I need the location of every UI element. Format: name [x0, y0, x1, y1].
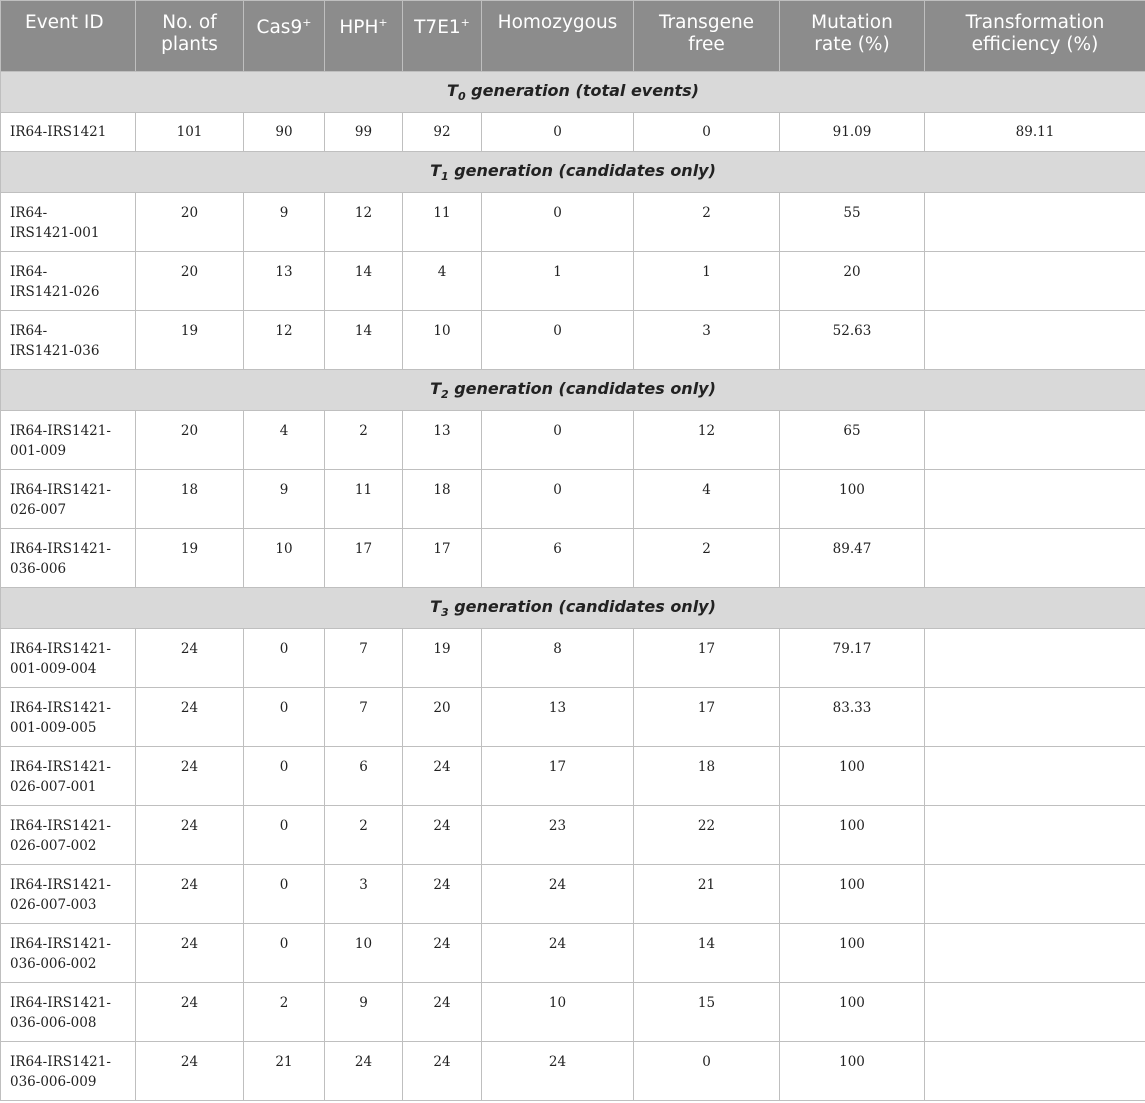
event-id-cell [1, 252, 136, 311]
t7e1-cell: 13 [403, 411, 482, 470]
table-row [1, 865, 1145, 924]
hph-cell: 10 [325, 924, 403, 983]
event-id-cell [1, 529, 136, 588]
event-id-cell [1, 1042, 136, 1101]
event-id-cell [1, 311, 136, 370]
transformation-efficiency-cell [925, 983, 1145, 1042]
cas9-cell: 10 [244, 529, 325, 588]
event-id-text-line2: IRS1421-036 [10, 343, 100, 359]
transformation-efficiency-cell [925, 924, 1145, 983]
transformation-efficiency-cell [925, 252, 1145, 311]
header-superscript: + [460, 16, 470, 29]
event-id-text: IR64-IRS1421- [10, 995, 111, 1011]
section-title [1, 370, 1145, 411]
event-id-cell [1, 688, 136, 747]
transgene-free-cell: 2 [634, 529, 780, 588]
plants-cell: 101 [136, 113, 244, 152]
event-id-text: IR64- [10, 205, 48, 221]
hph-cell: 14 [325, 311, 403, 370]
event-id-text-line2: 026-007-002 [10, 838, 97, 854]
header-event-id [1, 1, 136, 72]
table-header [1, 1, 1145, 72]
transgene-free-cell: 17 [634, 629, 780, 688]
t7e1-cell: 24 [403, 865, 482, 924]
homozygous-cell: 8 [482, 629, 634, 688]
cas9-cell: 4 [244, 411, 325, 470]
transgene-free-cell: 18 [634, 747, 780, 806]
section-header-row [1, 72, 1145, 113]
homozygous-cell: 0 [482, 311, 634, 370]
t7e1-cell: 11 [403, 193, 482, 252]
header-row [1, 1, 1145, 72]
event-id-text: IR64-IRS1421- [10, 423, 111, 439]
mutation-rate-cell: 83.33 [780, 688, 925, 747]
event-id-text: IR64- [10, 323, 48, 339]
t7e1-cell: 19 [403, 629, 482, 688]
homozygous-cell: 0 [482, 193, 634, 252]
header-transgene-free [634, 1, 780, 72]
mutation-rate-cell: 79.17 [780, 629, 925, 688]
section-title-subscript: 3 [441, 606, 449, 620]
transformation-efficiency-cell [925, 688, 1145, 747]
transgene-free-cell: 3 [634, 311, 780, 370]
table-body [1, 72, 1145, 1101]
cas9-cell: 0 [244, 806, 325, 865]
event-id-cell [1, 470, 136, 529]
hph-cell: 9 [325, 983, 403, 1042]
event-id-text-line2: IRS1421-026 [10, 284, 100, 300]
hph-cell: 17 [325, 529, 403, 588]
plants-cell: 24 [136, 688, 244, 747]
plants-cell: 24 [136, 924, 244, 983]
plants-cell: 24 [136, 629, 244, 688]
table-row [1, 688, 1145, 747]
t7e1-cell: 18 [403, 470, 482, 529]
cas9-cell: 90 [244, 113, 325, 152]
header-label: Event ID [25, 12, 104, 33]
event-id-text-line2: 036-006-008 [10, 1015, 97, 1031]
event-id-cell [1, 983, 136, 1042]
section-title [1, 152, 1145, 193]
hph-cell: 7 [325, 688, 403, 747]
plants-cell: 24 [136, 747, 244, 806]
header-label-line2: free [688, 34, 725, 55]
event-id-text-line2: 036-006-002 [10, 956, 97, 972]
header-superscript: + [302, 16, 312, 29]
plants-cell: 24 [136, 865, 244, 924]
header-hph [325, 1, 403, 72]
mutation-rate-cell: 100 [780, 924, 925, 983]
table-row [1, 311, 1145, 370]
event-id-text-line2: 026-007 [10, 502, 67, 518]
mutation-rate-cell: 91.09 [780, 113, 925, 152]
t7e1-cell: 10 [403, 311, 482, 370]
cas9-cell: 0 [244, 629, 325, 688]
hph-cell: 3 [325, 865, 403, 924]
cas9-cell: 9 [244, 470, 325, 529]
table-row [1, 252, 1145, 311]
homozygous-cell: 24 [482, 865, 634, 924]
cas9-cell: 13 [244, 252, 325, 311]
transformation-efficiency-cell [925, 311, 1145, 370]
event-id-text: IR64-IRS1421- [10, 700, 111, 716]
header-label-line2: efficiency (%) [971, 34, 1099, 55]
section-title [1, 588, 1145, 629]
header-no-of-plants [136, 1, 244, 72]
header-label: No. of [162, 12, 217, 33]
header-label: HPH [339, 17, 379, 39]
table-row [1, 806, 1145, 865]
cas9-cell: 0 [244, 747, 325, 806]
plants-cell: 19 [136, 311, 244, 370]
t7e1-cell: 92 [403, 113, 482, 152]
header-label-line2: plants [161, 34, 218, 55]
plants-cell: 24 [136, 806, 244, 865]
event-id-text-line2: 026-007-003 [10, 897, 97, 913]
plants-cell: 24 [136, 983, 244, 1042]
section-title-text: generation (candidates only) [448, 160, 716, 180]
transgene-free-cell: 15 [634, 983, 780, 1042]
transformation-efficiency-cell [925, 529, 1145, 588]
section-title-text: generation (candidates only) [448, 596, 716, 616]
homozygous-cell: 0 [482, 113, 634, 152]
hph-cell: 2 [325, 411, 403, 470]
transformation-efficiency-cell [925, 411, 1145, 470]
table-row [1, 629, 1145, 688]
header-label-line2: rate (%) [814, 34, 890, 55]
table-row [1, 1042, 1145, 1101]
t7e1-cell: 4 [403, 252, 482, 311]
hph-cell: 2 [325, 806, 403, 865]
event-id-text-line2: 036-006-009 [10, 1074, 97, 1090]
event-id-cell [1, 113, 136, 152]
section-header-row [1, 370, 1145, 411]
homozygous-cell: 23 [482, 806, 634, 865]
transformation-efficiency-cell: 89.11 [925, 113, 1145, 152]
transgene-free-cell: 22 [634, 806, 780, 865]
hph-cell: 11 [325, 470, 403, 529]
header-cas9 [244, 1, 325, 72]
cas9-cell: 0 [244, 688, 325, 747]
section-title-letter: T [430, 160, 441, 180]
t7e1-cell: 24 [403, 983, 482, 1042]
event-id-text: IR64-IRS1421- [10, 541, 111, 557]
header-transformation-efficiency [925, 1, 1145, 72]
section-title-subscript: 2 [441, 388, 449, 402]
section-title-letter: T [430, 378, 441, 398]
table-row [1, 470, 1145, 529]
section-title-text: generation (candidates only) [448, 378, 716, 398]
event-id-text: IR64-IRS1421- [10, 482, 111, 498]
mutation-rate-cell: 100 [780, 1042, 925, 1101]
section-title-letter: T [447, 80, 458, 100]
event-id-text: IR64-IRS1421- [10, 936, 111, 952]
hph-cell: 14 [325, 252, 403, 311]
mutation-rate-cell: 100 [780, 865, 925, 924]
table-row [1, 983, 1145, 1042]
section-title-subscript: 1 [441, 170, 449, 184]
hph-cell: 12 [325, 193, 403, 252]
event-id-text: IR64- [10, 264, 48, 280]
header-label: T7E1 [414, 17, 461, 39]
plants-cell: 20 [136, 193, 244, 252]
cas9-cell: 21 [244, 1042, 325, 1101]
section-header-row [1, 152, 1145, 193]
header-label: Cas9 [256, 17, 303, 39]
t7e1-cell: 24 [403, 747, 482, 806]
event-id-cell [1, 411, 136, 470]
hph-cell: 99 [325, 113, 403, 152]
event-id-text-line2: 036-006 [10, 561, 67, 577]
homozygous-cell: 1 [482, 252, 634, 311]
transformation-efficiency-cell [925, 470, 1145, 529]
plants-cell: 20 [136, 411, 244, 470]
event-id-text-line2: IRS1421-001 [10, 225, 100, 241]
event-id-cell [1, 865, 136, 924]
event-id-cell [1, 747, 136, 806]
transgene-free-cell: 21 [634, 865, 780, 924]
event-id-text: IR64-IRS1421 [10, 124, 107, 140]
t7e1-cell: 24 [403, 924, 482, 983]
table-row [1, 529, 1145, 588]
transgene-free-cell: 0 [634, 1042, 780, 1101]
mutation-rate-cell: 55 [780, 193, 925, 252]
header-label: Homozygous [497, 12, 618, 33]
cas9-cell: 12 [244, 311, 325, 370]
table-row [1, 411, 1145, 470]
t7e1-cell: 17 [403, 529, 482, 588]
homozygous-cell: 24 [482, 924, 634, 983]
homozygous-cell: 0 [482, 411, 634, 470]
event-id-text: IR64-IRS1421- [10, 877, 111, 893]
event-id-text-line2: 001-009-005 [10, 720, 97, 736]
transgene-free-cell: 17 [634, 688, 780, 747]
mutation-rate-cell: 20 [780, 252, 925, 311]
transgene-free-cell: 1 [634, 252, 780, 311]
mutation-rate-cell: 100 [780, 983, 925, 1042]
header-label: Transformation [965, 12, 1105, 33]
homozygous-cell: 24 [482, 1042, 634, 1101]
section-title-letter: T [430, 596, 441, 616]
table-row [1, 747, 1145, 806]
cas9-cell: 0 [244, 865, 325, 924]
event-id-cell [1, 924, 136, 983]
homozygous-cell: 10 [482, 983, 634, 1042]
event-id-text: IR64-IRS1421- [10, 641, 111, 657]
section-title-subscript: 0 [457, 90, 466, 104]
header-label: Transgene [658, 12, 755, 33]
header-label: Mutation [811, 12, 893, 33]
cas9-cell: 2 [244, 983, 325, 1042]
plants-cell: 24 [136, 1042, 244, 1101]
plants-cell: 20 [136, 252, 244, 311]
event-id-cell [1, 629, 136, 688]
event-id-text: IR64-IRS1421- [10, 1054, 111, 1070]
mutation-rate-cell: 52.63 [780, 311, 925, 370]
table-row [1, 193, 1145, 252]
event-id-text: IR64-IRS1421- [10, 759, 111, 775]
transformation-efficiency-cell [925, 806, 1145, 865]
header-superscript: + [378, 16, 388, 29]
section-title [1, 72, 1145, 113]
event-id-cell [1, 806, 136, 865]
cas9-cell: 0 [244, 924, 325, 983]
section-title-text: generation (total events) [465, 80, 699, 100]
transgene-free-cell: 2 [634, 193, 780, 252]
transformation-efficiency-cell [925, 629, 1145, 688]
hph-cell: 24 [325, 1042, 403, 1101]
section-header-row [1, 588, 1145, 629]
mutation-rate-cell: 100 [780, 470, 925, 529]
event-id-text: IR64-IRS1421- [10, 818, 111, 834]
transgene-free-cell: 14 [634, 924, 780, 983]
t7e1-cell: 24 [403, 1042, 482, 1101]
mutation-rate-cell: 100 [780, 806, 925, 865]
cas9-cell: 9 [244, 193, 325, 252]
transgene-free-cell: 4 [634, 470, 780, 529]
transformation-efficiency-cell [925, 1042, 1145, 1101]
mutation-rate-cell: 89.47 [780, 529, 925, 588]
plants-cell: 19 [136, 529, 244, 588]
transformation-efficiency-cell [925, 865, 1145, 924]
transformation-efficiency-cell [925, 747, 1145, 806]
table-row [1, 924, 1145, 983]
header-homozygous [482, 1, 634, 72]
header-t7e1 [403, 1, 482, 72]
event-id-cell [1, 193, 136, 252]
mutation-rate-cell: 100 [780, 747, 925, 806]
event-id-text-line2: 001-009-004 [10, 661, 97, 677]
homozygous-cell: 6 [482, 529, 634, 588]
transgene-free-cell: 0 [634, 113, 780, 152]
event-id-text-line2: 026-007-001 [10, 779, 97, 795]
transgene-free-cell: 12 [634, 411, 780, 470]
event-id-text-line2: 001-009 [10, 443, 67, 459]
table-row [1, 113, 1145, 152]
hph-cell: 6 [325, 747, 403, 806]
t7e1-cell: 24 [403, 806, 482, 865]
hph-cell: 7 [325, 629, 403, 688]
plants-cell: 18 [136, 470, 244, 529]
transformation-efficiency-cell [925, 193, 1145, 252]
header-mutation-rate [780, 1, 925, 72]
homozygous-cell: 13 [482, 688, 634, 747]
t7e1-cell: 20 [403, 688, 482, 747]
homozygous-cell: 0 [482, 470, 634, 529]
mutation-rate-cell: 65 [780, 411, 925, 470]
homozygous-cell: 17 [482, 747, 634, 806]
